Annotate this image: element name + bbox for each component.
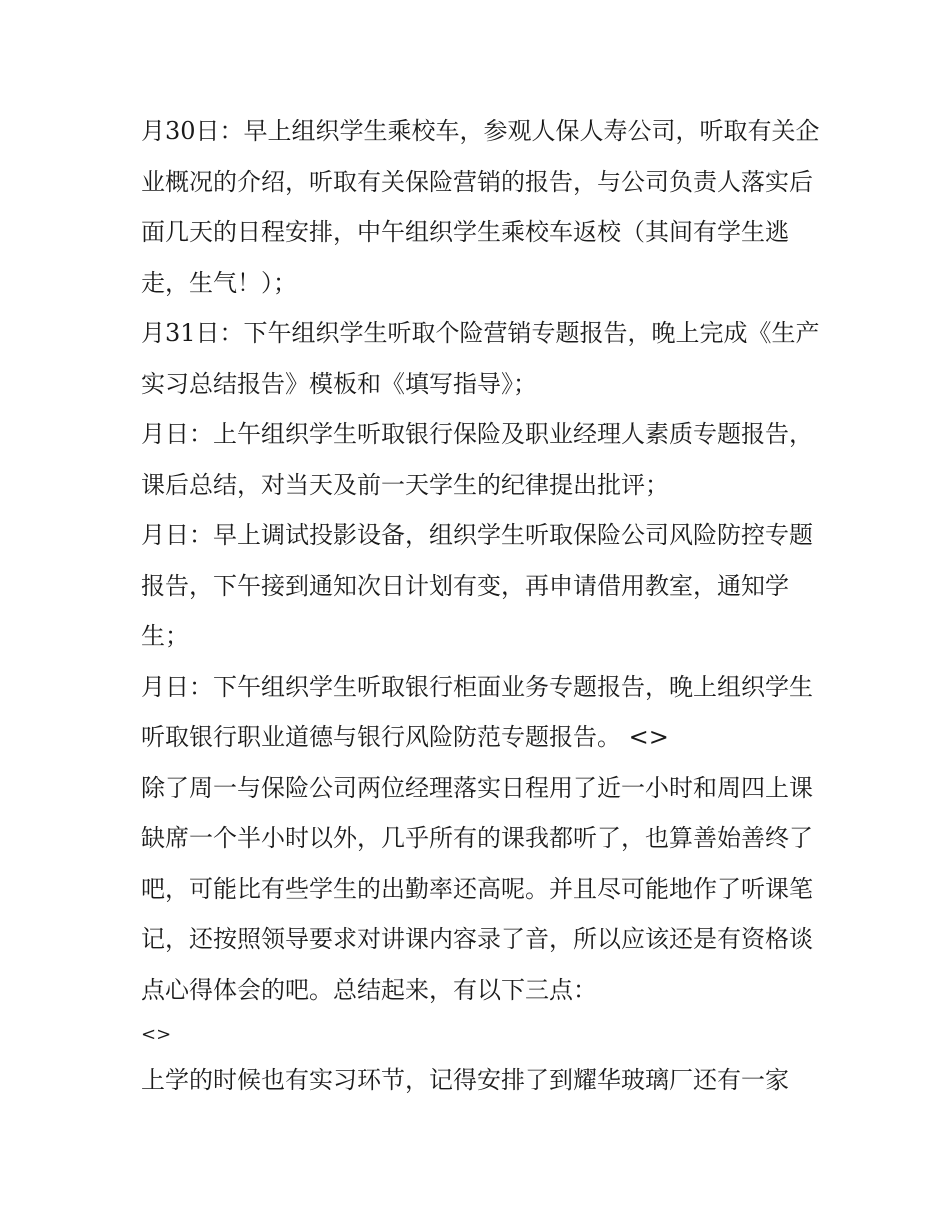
paragraph-reflection: 除了周一与保险公司两位经理落实日程用了近一小时和周四上课缺席一个半小时以外，几乎所有的课我都听了，也算善始善终了吧，可能比有些学生的出勤率还高呢。并且尽可能地作了听课笔记，还按照领导要求对讲课内容录了音，所以应该还是有资格谈点心得体会的吧。总结起来，有以下三点： (141, 773, 813, 1004)
paragraph-day-bank-insurance: 月日：上午组织学生听取银行保险及职业经理人素质专题报告，课后总结，对当天及前一天学生的纪律提出批评； (141, 420, 813, 499)
paragraph-day-risk-control: 月日：早上调试投影设备，组织学生听取保险公司风险防控专题报告，下午接到通知次日计划有变，再申请借用教室，通知学生； (141, 521, 813, 650)
document-body (141, 106, 821, 1106)
paragraph-school-internship: 上学的时候也有实习环节，记得安排了到耀华玻璃厂还有一家 (141, 1066, 789, 1094)
paragraph-day-bank-counter: 月日：下午组织学生听取银行柜面业务专题报告，晚上组织学生听取银行职业道德与银行风险防范专题报告。 <> (141, 672, 813, 751)
paragraph-oct30: 月30日：早上组织学生乘校车，参观人保人寿公司，听取有关企业概况的介绍，听取有关保险营销的报告，与公司负责人落实后面几天的日程安排，中午组织学生乘校车返校（其间有学生逃走，生气！）； (141, 117, 820, 297)
paragraph-oct31: 月31日：下午组织学生听取个险营销专题报告，晚上完成《生产实习总结报告》模板和《填写指导》； (141, 319, 820, 398)
section-marker: <> (141, 1024, 172, 1045)
